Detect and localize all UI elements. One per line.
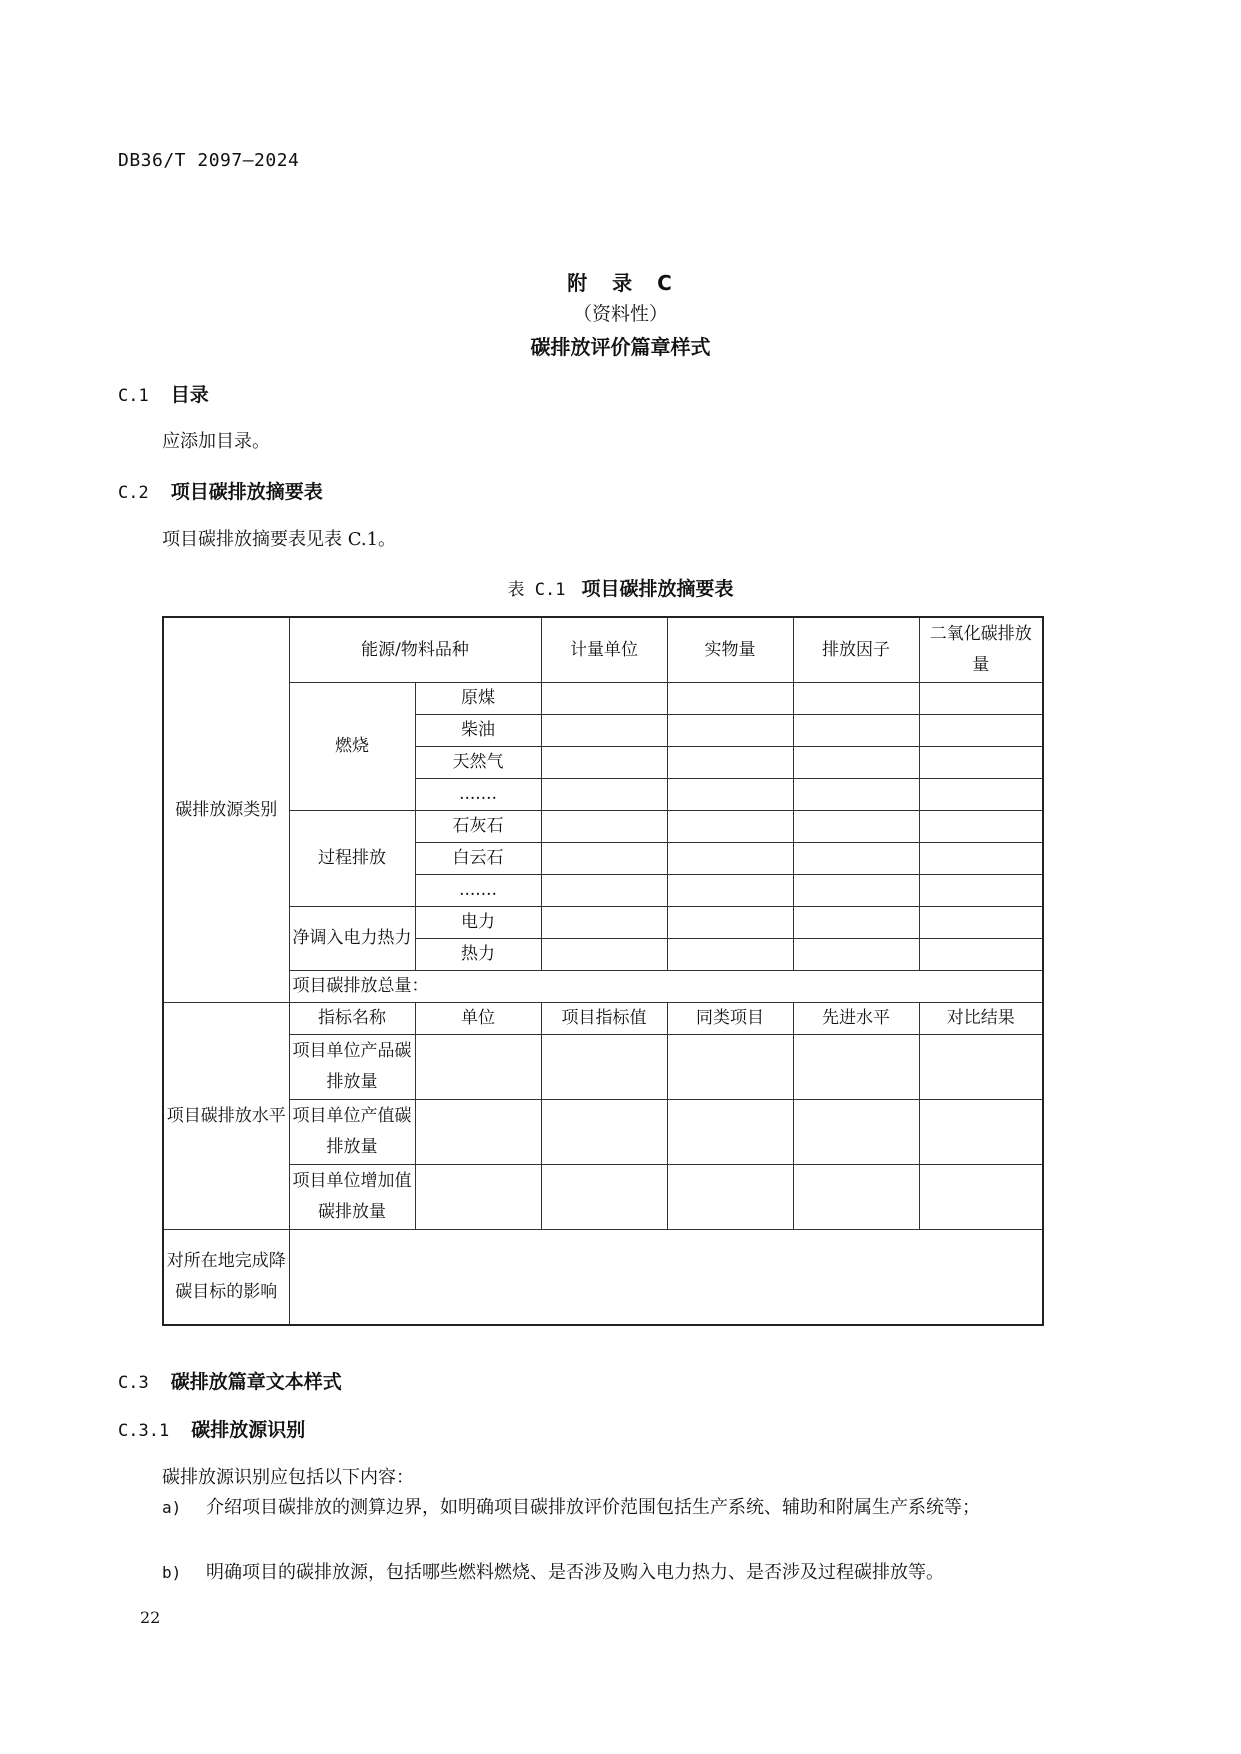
empty-cell[interactable] bbox=[541, 843, 667, 875]
item-cell: 电力 bbox=[415, 907, 541, 939]
item-cell: 白云石 bbox=[415, 843, 541, 875]
table-row bbox=[163, 1165, 1043, 1230]
empty-cell[interactable] bbox=[793, 715, 919, 747]
empty-cell[interactable] bbox=[541, 1165, 667, 1230]
table-row bbox=[163, 907, 1043, 939]
table-caption bbox=[0, 574, 1241, 601]
indicator-cell: 项目单位增加值碳排放量 bbox=[289, 1165, 415, 1230]
section-heading-c2 bbox=[118, 477, 323, 504]
table-row bbox=[163, 1230, 1043, 1326]
empty-cell[interactable] bbox=[667, 811, 793, 843]
table-row bbox=[163, 683, 1043, 715]
empty-cell[interactable] bbox=[919, 1035, 1043, 1100]
empty-cell[interactable] bbox=[541, 779, 667, 811]
header-cell: 计量单位 bbox=[541, 617, 667, 683]
empty-cell[interactable] bbox=[541, 907, 667, 939]
empty-cell[interactable] bbox=[541, 1100, 667, 1165]
indicator-cell: 项目单位产品碳排放量 bbox=[289, 1035, 415, 1100]
header-cell: 指标名称 bbox=[289, 1003, 415, 1035]
appendix-title: 附 录 C bbox=[567, 271, 674, 295]
empty-cell[interactable] bbox=[919, 683, 1043, 715]
header-cell: 二氧化碳排放量 bbox=[919, 617, 1043, 683]
empty-cell[interactable] bbox=[541, 939, 667, 971]
empty-cell[interactable] bbox=[667, 907, 793, 939]
indicator-cell: 项目单位产值碳排放量 bbox=[289, 1100, 415, 1165]
subgroup-process: 过程排放 bbox=[289, 811, 415, 907]
header-cell: 排放因子 bbox=[793, 617, 919, 683]
section-number: C.3 bbox=[118, 1373, 149, 1393]
page-number: 22 bbox=[140, 1608, 161, 1627]
empty-cell[interactable] bbox=[793, 1100, 919, 1165]
item-cell: ....... bbox=[415, 875, 541, 907]
table-row bbox=[163, 1100, 1043, 1165]
appendix-name: 碳排放评价篇章样式 bbox=[530, 335, 711, 359]
empty-cell[interactable] bbox=[919, 747, 1043, 779]
empty-cell[interactable] bbox=[919, 779, 1043, 811]
empty-cell[interactable] bbox=[793, 939, 919, 971]
empty-cell[interactable] bbox=[919, 875, 1043, 907]
empty-cell[interactable] bbox=[667, 1035, 793, 1100]
section-title: 碳排放篇章文本样式 bbox=[170, 1371, 342, 1393]
empty-cell[interactable] bbox=[793, 683, 919, 715]
empty-cell[interactable] bbox=[919, 843, 1043, 875]
header-cell: 同类项目 bbox=[667, 1003, 793, 1035]
section-title: 目录 bbox=[170, 384, 209, 406]
empty-cell[interactable] bbox=[541, 683, 667, 715]
document-code: DB36/T 2097—2024 bbox=[118, 150, 300, 171]
empty-cell[interactable] bbox=[541, 875, 667, 907]
table-row bbox=[163, 617, 1043, 683]
header-cell: 单位 bbox=[415, 1003, 541, 1035]
appendix-nature: （资料性） bbox=[572, 303, 668, 325]
list-text: 介绍项目碳排放的测算边界，如明确项目碳排放评价范围包括生产系统、辅助和附属生产系统等； bbox=[206, 1497, 980, 1518]
list-marker: a) bbox=[162, 1498, 182, 1517]
header-cell: 项目指标值 bbox=[541, 1003, 667, 1035]
section-title: 碳排放源识别 bbox=[191, 1419, 306, 1441]
group-label-source-category: 碳排放源类别 bbox=[163, 617, 289, 1003]
empty-cell[interactable] bbox=[667, 683, 793, 715]
empty-cell[interactable] bbox=[793, 811, 919, 843]
empty-cell[interactable] bbox=[919, 1165, 1043, 1230]
empty-cell[interactable] bbox=[541, 1035, 667, 1100]
empty-cell[interactable] bbox=[793, 1035, 919, 1100]
empty-cell[interactable] bbox=[919, 811, 1043, 843]
section-number: C.2 bbox=[118, 483, 149, 503]
carbon-summary-table bbox=[162, 616, 1044, 1326]
list-marker: b) bbox=[162, 1563, 182, 1582]
empty-cell[interactable] bbox=[667, 779, 793, 811]
subgroup-net-import: 净调入电力热力 bbox=[289, 907, 415, 971]
list-text: 明确项目的碳排放源，包括哪些燃料燃烧、是否涉及购入电力热力、是否涉及过程碳排放等。 bbox=[206, 1562, 944, 1583]
empty-cell[interactable] bbox=[415, 1035, 541, 1100]
group-label-emission-level: 项目碳排放水平 bbox=[163, 1003, 289, 1230]
section-number: C.1 bbox=[118, 386, 149, 406]
table-number: 表 C.1 bbox=[507, 580, 566, 600]
paragraph-c3-1: 碳排放源识别应包括以下内容： bbox=[162, 1467, 414, 1488]
empty-cell[interactable] bbox=[541, 747, 667, 779]
item-cell: 石灰石 bbox=[415, 811, 541, 843]
section-heading-c3 bbox=[118, 1367, 342, 1394]
table-row bbox=[163, 811, 1043, 843]
total-emission-cell: 项目碳排放总量： bbox=[289, 971, 1043, 1003]
section-heading-c1 bbox=[118, 380, 209, 407]
table-row bbox=[163, 1003, 1043, 1035]
empty-cell[interactable] bbox=[919, 907, 1043, 939]
empty-cell[interactable] bbox=[667, 875, 793, 907]
empty-cell[interactable] bbox=[793, 875, 919, 907]
empty-cell[interactable] bbox=[793, 747, 919, 779]
empty-cell[interactable] bbox=[289, 1230, 1043, 1326]
section-number: C.3.1 bbox=[118, 1421, 170, 1441]
paragraph-c1: 应添加目录。 bbox=[162, 431, 270, 452]
list-item bbox=[162, 1557, 1136, 1588]
list-item bbox=[162, 1492, 1136, 1523]
empty-cell[interactable] bbox=[919, 939, 1043, 971]
empty-cell[interactable] bbox=[919, 1100, 1043, 1165]
table-title: 项目碳排放摘要表 bbox=[581, 578, 734, 600]
subgroup-combustion: 燃烧 bbox=[289, 683, 415, 811]
section-title: 项目碳排放摘要表 bbox=[170, 481, 323, 503]
header-cell: 能源/物料品种 bbox=[289, 617, 541, 683]
empty-cell[interactable] bbox=[541, 811, 667, 843]
empty-cell[interactable] bbox=[415, 1165, 541, 1230]
empty-cell[interactable] bbox=[667, 1165, 793, 1230]
header-cell: 先进水平 bbox=[793, 1003, 919, 1035]
item-cell: 原煤 bbox=[415, 683, 541, 715]
table-row bbox=[163, 971, 1043, 1003]
item-cell: 天然气 bbox=[415, 747, 541, 779]
empty-cell[interactable] bbox=[667, 1100, 793, 1165]
empty-cell[interactable] bbox=[415, 1100, 541, 1165]
section-heading-c3-1 bbox=[118, 1415, 305, 1442]
empty-cell[interactable] bbox=[667, 747, 793, 779]
empty-cell[interactable] bbox=[667, 715, 793, 747]
empty-cell[interactable] bbox=[793, 1165, 919, 1230]
item-cell: 柴油 bbox=[415, 715, 541, 747]
header-cell: 实物量 bbox=[667, 617, 793, 683]
empty-cell[interactable] bbox=[793, 779, 919, 811]
empty-cell[interactable] bbox=[667, 939, 793, 971]
empty-cell[interactable] bbox=[667, 843, 793, 875]
empty-cell[interactable] bbox=[919, 715, 1043, 747]
item-cell: ....... bbox=[415, 779, 541, 811]
paragraph-c2: 项目碳排放摘要表见表 C.1。 bbox=[162, 529, 397, 550]
item-cell: 热力 bbox=[415, 939, 541, 971]
table-row bbox=[163, 1035, 1043, 1100]
header-cell: 对比结果 bbox=[919, 1003, 1043, 1035]
empty-cell[interactable] bbox=[793, 907, 919, 939]
impact-label-cell: 对所在地完成降碳目标的影响 bbox=[163, 1230, 289, 1326]
empty-cell[interactable] bbox=[541, 715, 667, 747]
empty-cell[interactable] bbox=[793, 843, 919, 875]
